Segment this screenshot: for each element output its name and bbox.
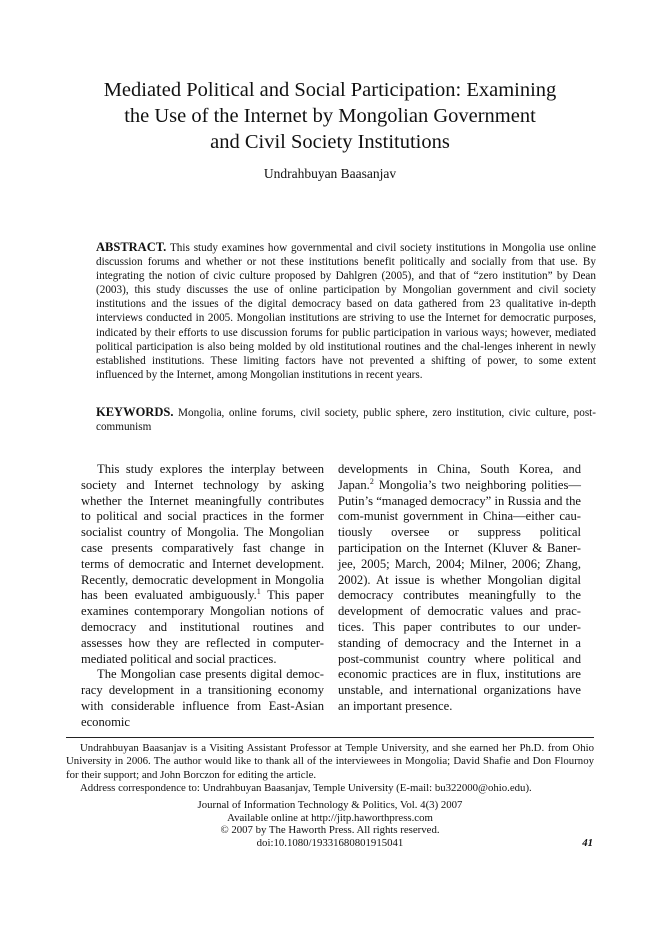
body-text: The Mongolian case presents digital democ-racy development in a transitioning economy with considerable influence from East-Asian economic [81, 667, 324, 729]
footnote-divider [66, 737, 594, 738]
paper-title [60, 77, 600, 155]
page-number: 41 [582, 837, 593, 849]
title-line: Mediated Political and Social Participation: Examining [103, 79, 557, 101]
journal-citation: Journal of Information Technology & Politics, Vol. 4(3) 2007 [197, 799, 463, 811]
copyright-notice: © 2007 by The Haworth Press. All rights reserved. [220, 824, 440, 837]
abstract-text: This study examines how governmental and civil society institutions in Mongolia use online discussion forums and whether or not these institutions benefit politically and socially from that use. By integrating the notion of civic culture proposed by Dahlgren (2005), and that of “zero institution” by Dean (2003), this study discusses the use of online participation by Mongolian government and civil society institutions and the issues of the digital democracy based on data gathered from 23 qualitative in-depth interviews conducted in 2005. Mongolian institutions are striving to use the Internet for democratic purposes, indicated by their efforts to use discussion forums for public participation in various ways; however, mediated political participation is also being molded by old institutional routines and the chal-lenges inherent in newly established institutions. These limiting factors have not prevented a shifting of power, to some extent influenced by the Internet, among Mongolian institutions in recent years. [96, 242, 596, 381]
keywords [96, 405, 596, 434]
author-name: Undrahbuyan Baasanjav [263, 166, 397, 181]
body-text: developments in China, South Korea, and Japan. [338, 462, 581, 492]
keywords-label: KEYWORDS. [96, 405, 174, 419]
body-text: Mongolia’s two neighboring polities—Putin’s “managed democracy” in Russia and the com-munist government in China—either cau-tiously oversee or suppress political participation on the Internet (Kluver & Baner-jee, 2005; March, 2004; Milner, 2006; Zhang, 2002). At issue is whether Mongolian digital democracy contributes meaningfully to the development of democratic values and prac-tices. This paper contributes to our under-standing of democracy and the Internet in a post-communist country where political and economic practices are in flux, institutions are unstable, and international organizations have an important presence. [338, 477, 581, 713]
author-affiliation: Undrahbuyan Baasanjav is a Visiting Assistant Professor at Temple University, and she earned her Ph.D. from Ohio University in 2006. The author would like to thank all of the interviewees in Mongolia; David Shafie and Don Flournoy for their support; and John Borczon for editing the article. [66, 742, 594, 781]
author-note [66, 742, 594, 795]
body-paragraph [81, 462, 324, 667]
abstract-label: ABSTRACT. [96, 240, 167, 254]
body-text: This study explores the interplay between society and Internet technology by asking whether the Internet meaningfully contributes to political and social practices in the former socialist country of Mongolia. The Mongolian case presents comparatively fast change in terms of democratic and Internet development. Recently, democratic development in Mongolia has been evaluated ambiguously. [81, 462, 324, 603]
body-paragraph [338, 462, 581, 715]
publication-info [120, 799, 540, 849]
doi: doi:10.1080/19331680801915041 [256, 836, 404, 849]
keywords-text: Mongolia, online forums, civil society, public sphere, zero institution, civic culture, post-communism [96, 407, 597, 434]
footnote-marker: 1 [256, 587, 261, 597]
title-line: the Use of the Internet by Mongolian Government [124, 105, 536, 127]
body-paragraph [81, 667, 324, 730]
body-text: This paper examines contemporary Mongolian notions of democracy and institutional routines and assesses how they are reflected in computer-mediated political and social practices. [81, 588, 324, 666]
online-availability: Available online at http://jitp.haworthpress.com [227, 811, 433, 824]
body-column-left [81, 462, 324, 731]
abstract [96, 240, 596, 382]
body-column-right [338, 462, 581, 715]
title-line: and Civil Society Institutions [210, 131, 450, 153]
author-correspondence: Address correspondence to: Undrahbuyan Baasanjav, Temple University (E-mail: bu322000@ohio.edu). [80, 781, 532, 794]
footnote-marker: 2 [369, 476, 374, 486]
